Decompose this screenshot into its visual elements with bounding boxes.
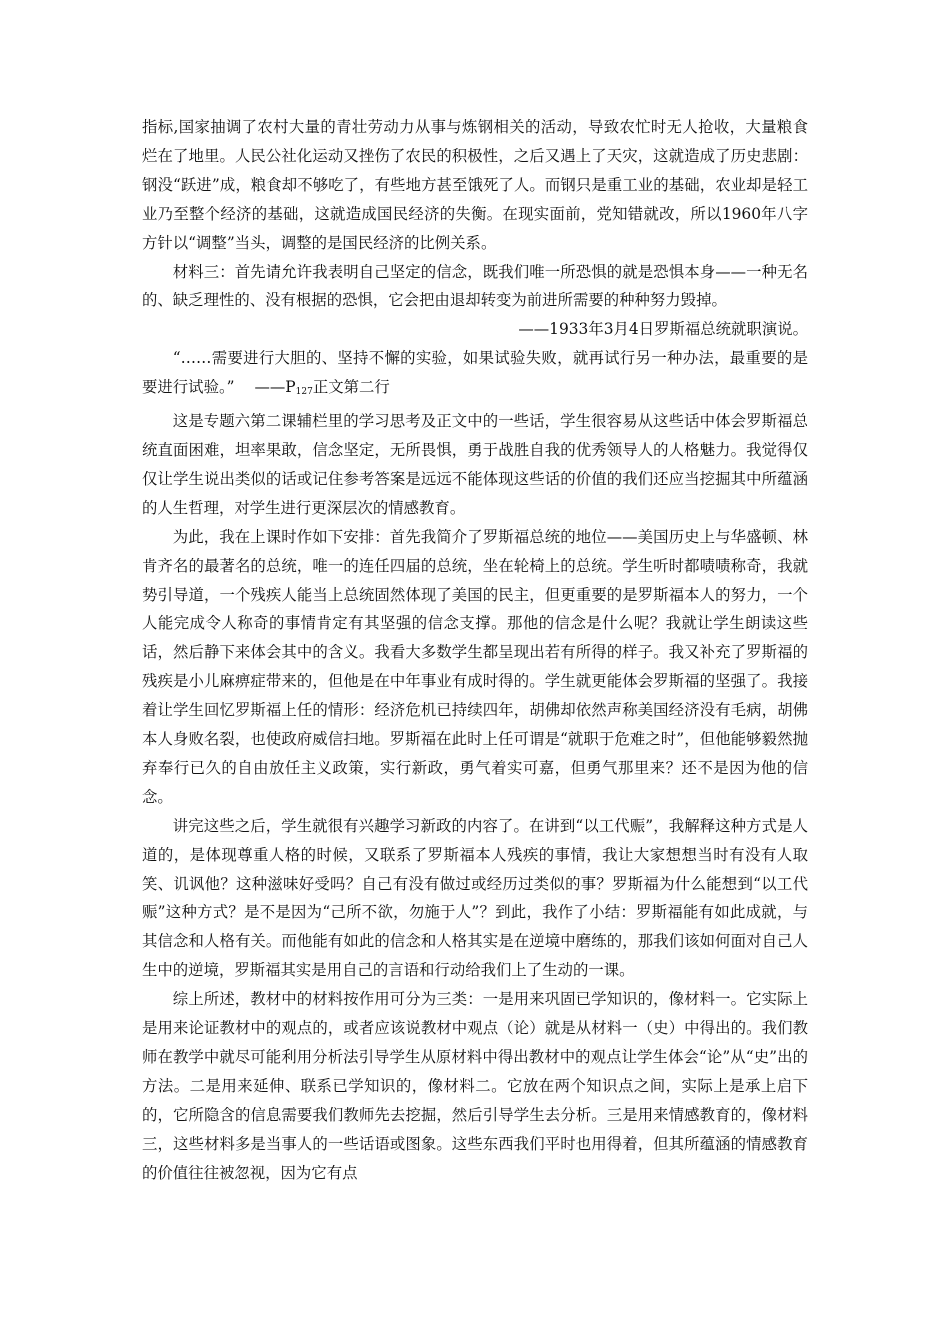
quote-source — [235, 378, 390, 396]
speech-attribution: ——1933年3月4日罗斯福总统就职演说。 — [518, 320, 808, 339]
paragraph-analysis: 这是专题六第二课辅栏里的学习思考及正文中的一些话，学生很容易从这些话中体会罗斯福总统直面困难，坦率果敢，信念坚定，无所畏惧，勇于战胜自我的优秀领导人的人格魅力。我觉得仅仅让学生说出类似的话或记住参考答案是远远不能体现这些话的价值的我们还应当挖掘其中所蕴涵的人生哲理，对学生进行更深层次的情感教育。 — [142, 412, 808, 517]
document-page — [142, 113, 808, 1188]
quote-source-suffix: 正文第二行 — [312, 378, 390, 397]
quote-source-page: 127 — [295, 387, 313, 398]
paragraph-new-deal: 讲完这些之后，学生就很有兴趣学习新政的内容了。在讲到“以工代赈”，我解释这种方式是人道的，是体现尊重人格的时候，又联系了罗斯福本人残疾的事情，我让大家想想当时有没有人取笑、讥讽他？这种滋味好受吗？自己有没有做过或经历过类似的事？罗斯福为什么能想到“以工代赈”这种方式？是不是因为“己所不欲，勿施于人”？到此，我作了小结：罗斯福能有如此成就，与其信念和人格有关。而他能有如此的信念和人格其实是在逆境中磨练的，那我们该如何面对自己人生中的逆境，罗斯福其实是用自己的言语和行动给我们上了生动的一课。 — [142, 816, 808, 980]
textbook-quote — [142, 344, 808, 407]
paragraph-continued: 指标,国家抽调了农村大量的青壮劳动力从事与炼钢相关的活动，导致农忙时无人抢收，大量粮食烂在了地里。人民公社化运动又挫伤了农民的积极性，之后又遇上了天灾，这就造成了历史悲剧：钢没“跃进”成，粮食却不够吃了，有些地方甚至饿死了人。而钢只是重工业的基础，农业却是轻工业乃至整个经济的基础，这就造成国民经济的失衡。在现实面前，党知错就改，所以1960年八字方针以“调整”当头，调整的是国民经济的比例关系。 — [142, 118, 808, 252]
quote-source-prefix: ——P — [254, 378, 296, 397]
quote-text: “……需要进行大胆的、坚持不懈的实验，如果试验失败，就再试行另一种办法，最重要的是要进行试验。” — [142, 349, 808, 397]
paragraph-lesson-arrangement: 为此，我在上课时作如下安排：首先我简介了罗斯福总统的地位——美国历史上与华盛顿、林肯齐名的最著名的总统，唯一的连任四届的总统，坐在轮椅上的总统。学生听时都啧啧称奇，我就势引导道，一个残疾人能当上总统固然体现了美国的民主，但更重要的是罗斯福本人的努力，一个人能完成令人称奇的事情肯定有其坚强的信念支撑。那他的信念是什么呢？我就让学生朗读这些话，然后静下来体会其中的含义。我看大多数学生都呈现出若有所得的样子。我又补充了罗斯福的残疾是小儿麻痹症带来的，但他是在中年事业有成时得的。学生就更能体会罗斯福的坚强了。我接着让学生回忆罗斯福上任的情形：经济危机已持续四年，胡佛却依然声称美国经济没有毛病，胡佛本人身败名裂，也使政府威信扫地。罗斯福在此时上任可谓是“就职于危难之时”，但他能够毅然抛弃奉行已久的自由放任主义政策，实行新政，勇气着实可嘉，但勇气那里来？还不是因为他的信念。 — [142, 527, 808, 806]
paragraph-summary: 综上所述，教材中的材料按作用可分为三类：一是用来巩固已学知识的，像材料一。它实际上是用来论证教材中的观点的，或者应该说教材中观点（论）就是从材料一（史）中得出的。我们教师在教学中就尽可能利用分析法引导学生从原材料中得出教材中的观点让学生体会“论”从“史”出的方法。二是用来延伸、联系已学知识的，像材料二。它放在两个知识点之间，实际上是承上启下的，它所隐含的信息需要我们教师先去挖掘，然后引导学生去分析。三是用来情感教育的，像材料三，这些材料多是当事人的一些话语或图象。这些东西我们平时也用得着，但其所蕴涵的情感教育的价值往往被忽视，因为它有点 — [142, 990, 808, 1182]
paragraph-material-three: 材料三：首先请允许我表明自己坚定的信念，既我们唯一所恐惧的就是恐惧本身——一种无名的、缺乏理性的、没有根据的恐惧，它会把由退却转变为前进所需要的种种努力毁掉。 — [142, 262, 808, 310]
